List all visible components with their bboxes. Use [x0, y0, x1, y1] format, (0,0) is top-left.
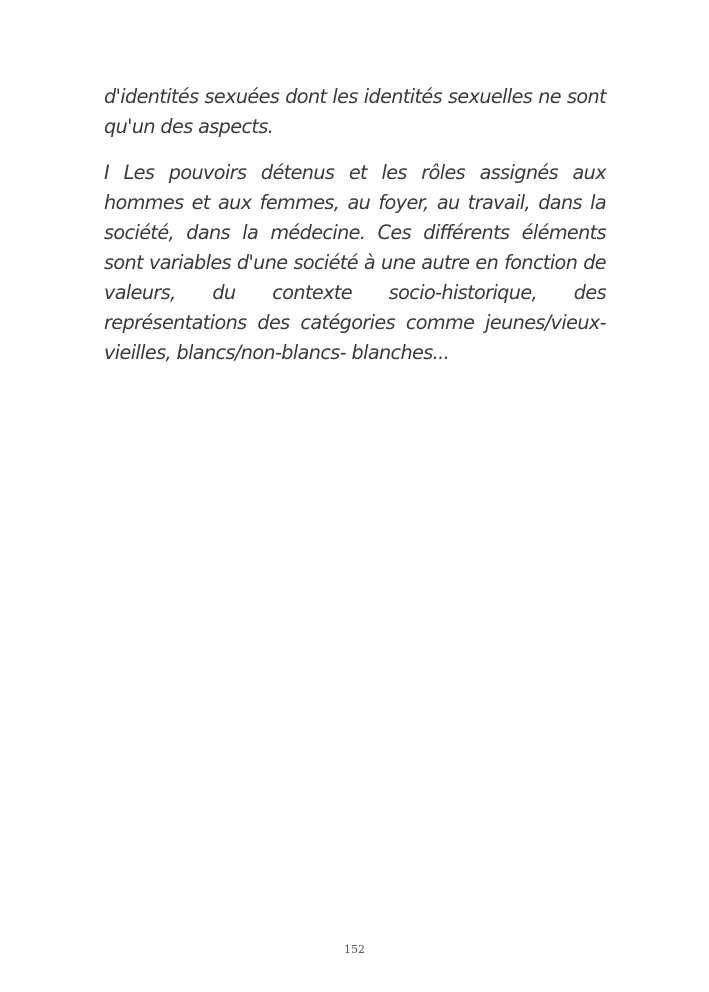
paragraph-1: d'identités sexuées dont les identités sexuelles ne sont qu'un des aspects.: [104, 85, 606, 138]
paragraph-2: I Les pouvoirs détenus et les rôles assignés aux hommes et aux femmes, au foyer, au travail, dans la société, dans la médecine. Ces différents éléments sont variables d'une société à une autre en fonction de valeurs, du contexte socio-historique, des représentations des catégories comme jeunes/vieux-vieilles, blancs/non-blancs- blanches...: [104, 161, 606, 364]
body-text: [104, 82, 606, 384]
page-number: 152: [344, 943, 365, 956]
